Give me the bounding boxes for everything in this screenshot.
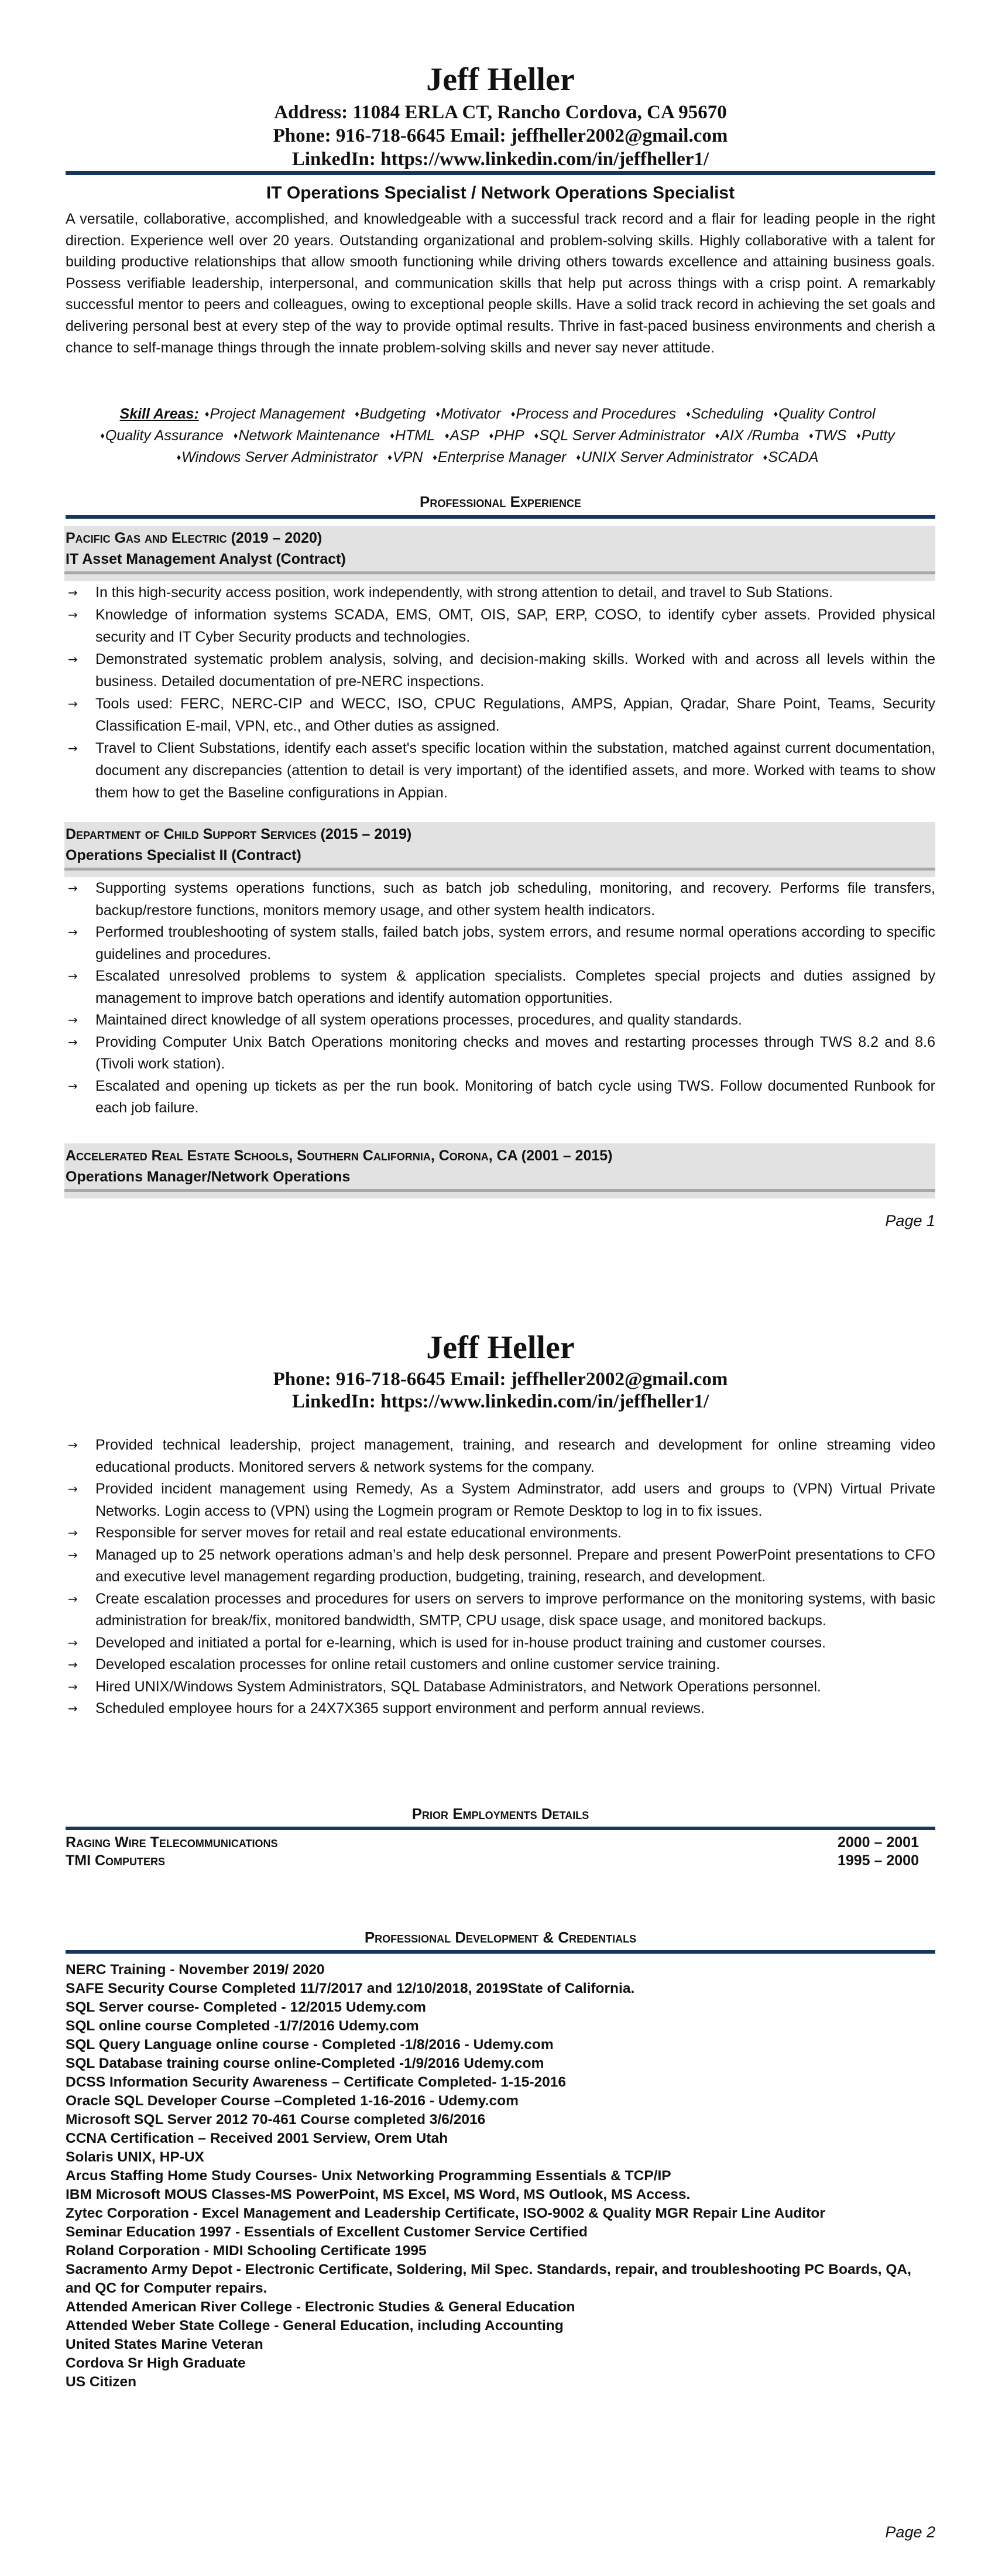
bullet-text: Providing Computer Unix Batch Operations monitoring checks and moves and restarting processes through TWS 8.2 and 8.6 (Tivoli work station). [95,1033,935,1072]
job-divider [64,1189,935,1192]
bullet-item [66,1588,935,1632]
bullet-item [66,604,935,648]
credential-item: Attended Weber State College - General Education, including Accounting [66,2318,564,2334]
credential-item: United States Marine Veteran [66,2337,263,2352]
credential-item: Solaris UNIX, HP-UX [66,2149,204,2165]
credential-item: Seminar Education 1997 - Essentials of Excellent Customer Service Certified [66,2224,588,2240]
bullet-item [66,1032,935,1075]
skill-areas [66,403,935,468]
credential-item: SQL Query Language online course - Completed -1/8/2016 - Udemy.com [66,2037,554,2053]
bullet-text: Managed up to 25 network operations adman’s and help desk personnel. Prepare and present PowerPoint presentations to CFO and executive level management regarding production, budgeting, training, research, and development. [95,1546,935,1585]
job-header [64,526,935,581]
experience-heading: Professional Experience [420,493,581,511]
bullet-text: Responsible for server moves for retail and real estate educational environments. [95,1525,622,1541]
prior-employments [66,1834,935,1870]
job-company: Pacific Gas and Electric (2019 – 2020) [66,530,322,546]
credentials-divider [66,1950,935,1954]
job-role: IT Asset Management Analyst (Contract) [66,551,346,567]
bullet-text: Developed and initiated a portal for e-learning, which is used for in-house product training and customer courses. [95,1634,826,1651]
credential-item: US Citizen [66,2374,137,2390]
skill-item: ♦ SQL Server Administrator [534,427,705,444]
skill-item: ♦ TWS [809,427,846,444]
bullet-item [66,1478,935,1522]
credential-item: CCNA Certification – Received 2001 Serview, Orem Utah [66,2130,448,2146]
skill-item: ♦ Motivator [435,406,500,422]
skill-item: ♦ Network Maintenance [234,427,380,444]
arrow-bullet-icon: → [68,1547,78,1562]
arrow-bullet-icon: → [68,1701,78,1715]
credential-item: Microsoft SQL Server 2012 70-461 Course completed 3/6/2016 [66,2112,486,2128]
skill-item: ♦ AIX /Rumba [715,427,799,444]
skill-item: ♦ PHP [489,427,524,444]
arrow-bullet-icon: → [68,1013,78,1027]
skill-item: ♦ Quality Control [773,406,875,422]
bullet-text: Developed escalation processes for online retail customers and online customer service training. [95,1656,720,1673]
arrow-bullet-icon: → [68,1657,78,1671]
skill-item: ♦ Project Management [205,406,345,422]
bullet-item [66,1434,935,1478]
arrow-bullet-icon: → [68,608,78,622]
arrow-bullet-icon: → [68,697,78,711]
resume-name: Jeff Heller [426,61,575,98]
bullet-item [66,581,935,604]
bullet-item [66,737,935,804]
summary: A versatile, collaborative, accomplished, and knowledgeable with a successful track record and a flair for leading people in the right direction. Experience well over 20 years. Outstanding organizational and problem-solving skills. Highly collaborative with a talent for building productive relationships that allow smooth functioning while driving others towards excellence and attaining business goals. Possess verifiable leadership, interpersonal, and communication skills that help put across things with a crisp point. A remarkably successful mentor to peers and colleagues, owing to exceptional people skills. Have a solid track record in achieving the set goals and delivering personal best at every step of the way to provide optimal results. Thrive in fast-paced business environments and cherish a chance to self-manage things through the innate problem-solving skills and never say never attitude. [66,211,935,356]
bullet-text: Knowledge of information systems SCADA, EMS, OMT, OIS, SAP, ERP, COSO, to identify cyber assets. Provided physical security and IT Cyber Security products and technologies. [95,607,935,645]
prior-company: Raging Wire Telecommunications [66,1834,278,1851]
credential-item: Sacramento Army Depot - Electronic Certificate, Soldering, Mil Spec. Standards, repair, and troubleshooting PC Boards, QA, and QC for Computer repairs. [66,2262,911,2296]
bullet-text: Demonstrated systematic problem analysis, solving, and decision-making skills. Worked with and across all levels within the business. Detailed documentation of pre-NERC inspections. [95,651,935,690]
job-role: Operations Specialist II (Contract) [66,847,301,864]
prior-years: 2000 – 2001 [837,1834,919,1851]
bullet-item [66,922,935,965]
bullet-item [66,965,935,1009]
job-divider [64,571,935,574]
credential-item: NERC Training - November 2019/ 2020 [66,1962,325,1978]
bullet-item [66,648,935,693]
credential-item: SAFE Security Course Completed 11/7/2017 and 12/10/2018, 2019State of California. [66,1981,635,1996]
arrow-bullet-icon: → [68,652,78,666]
skill-areas-label: Skill Areas: [119,406,199,422]
prior-divider [66,1827,935,1830]
arrow-bullet-icon: → [68,1438,78,1452]
skill-item: ♦ SCADA [763,449,819,465]
job-divider [64,868,935,871]
arrow-bullet-icon: → [68,1482,78,1496]
credential-item: SQL Database training course online-Completed -1/9/2016 Udemy.com [66,2056,544,2071]
experience-divider [66,515,935,519]
bullet-text: Supporting systems operations functions, such as batch job scheduling, monitoring, and recovery. Performs file transfers, backup/restore functions, monitors memory usage, and other system health indicators. [95,880,935,919]
skill-item: ♦ HTML [390,427,435,444]
skill-item: ♦ Budgeting [355,406,426,422]
bullet-text: Provided incident management using Remedy, As a System Adminstrator, add users and groups to (VPN) Virtual Private Networks. Login access to (VPN) using the Logmein program or Remote Desktop to log in to fix issues. [95,1481,935,1519]
bullet-item [66,1632,935,1654]
credential-item: DCSS Information Security Awareness – Certificate Completed- 1-15-2016 [66,2074,567,2090]
arrow-bullet-icon: → [68,881,78,895]
bullet-item [66,1544,935,1588]
skill-item: ♦ UNIX Server Administrator [576,449,753,465]
bullet-text: Maintained direct knowledge of all system operations processes, procedures, and quality standards. [95,1012,742,1028]
credential-item: Cordova Sr High Graduate [66,2355,246,2371]
job-bullets [66,1434,935,1720]
bullet-text: Provided technical leadership, project management, training, and research and development for online streaming video educational products. Monitored servers & network systems for the company. [95,1437,935,1475]
phone-email: Phone: 916-718-6645 Email: jeffheller2002@gmail.com [273,1369,728,1390]
skill-item: ♦ Scheduling [686,406,763,422]
arrow-bullet-icon: → [68,741,78,755]
bullet-item [66,1698,935,1720]
job-bullets [66,581,935,804]
credential-item: Arcus Staffing Home Study Courses- Unix Networking Programming Essentials & TCP/IP [66,2168,671,2184]
credential-item: Attended American River College - Electronic Studies & General Education [66,2299,575,2315]
prior-years: 1995 – 2000 [837,1852,919,1869]
arrow-bullet-icon: → [68,1034,78,1049]
bullet-item [66,1009,935,1032]
arrow-bullet-icon: → [68,969,78,983]
job-header [64,822,935,877]
job-bullets [66,878,935,1119]
bullet-item [66,878,935,922]
job-company: Accelerated Real Estate Schools, Southern California, Corona, CA (2001 – 2015) [66,1147,613,1164]
credential-item: IBM Microsoft MOUS Classes-MS PowerPoint, MS Excel, MS Word, MS Outlook, MS Access. [66,2187,691,2202]
skill-item: ♦ Quality Assurance [100,427,224,444]
skill-item: ♦ VPN [387,449,423,465]
arrow-bullet-icon: → [68,925,78,939]
bullet-text: In this high-security access position, work independently, with strong attention to detail, and travel to Sub Stations. [95,584,833,601]
resume-name: Jeff Heller [426,1330,575,1366]
bullet-text: Scheduled employee hours for a 24X7X365 support environment and perform annual reviews. [95,1700,705,1717]
skill-item: ♦ Windows Server Administrator [177,449,378,465]
credential-item: Oracle SQL Developer Course –Completed 1-16-2016 - Udemy.com [66,2093,519,2109]
bullet-item [66,1075,935,1119]
job-header [64,1143,935,1198]
arrow-bullet-icon: → [68,1078,78,1093]
arrow-bullet-icon: → [68,585,78,600]
skill-item: ♦ Process and Procedures [511,406,676,422]
bullet-item [66,693,935,737]
linkedin: LinkedIn: https://www.linkedin.com/in/jeffheller1/ [291,149,709,170]
page-number: Page 1 [885,1212,935,1229]
arrow-bullet-icon: → [68,1526,78,1540]
credentials-list [66,1961,935,2392]
page-number: Page 2 [885,2523,935,2541]
phone-email: Phone: 916-718-6645 Email: jeffheller2002@gmail.com [273,125,728,146]
bullet-item [66,1676,935,1698]
bullet-text: Travel to Client Substations, identify each asset's specific location within the substation, matched against current documentation, document any discrepancies (attention to detail is very important) of the identified assets, and more. Worked with teams to show them how to get the Baseline configurations in Appian. [95,740,935,801]
prior-employment-row [66,1852,935,1870]
address: Address: 11084 ERLA CT, Rancho Cordova, CA 95670 [274,102,727,123]
bullet-text: Escalated and opening up tickets as per the run book. Monitoring of batch cycle using TWS. Follow documented Runbook for each job failure. [95,1077,935,1116]
bullet-text: Create escalation processes and procedures for users on servers to improve performance on the monitoring systems, with basic administration for break/fix, monitored bandwidth, SMTP, CPU usage, disk space usage, and monitored backups. [95,1590,935,1629]
header-divider [66,171,935,175]
bullet-item [66,1654,935,1676]
prior-employment-row [66,1834,935,1852]
prior-company: TMI Computers [66,1852,166,1869]
credential-item: SQL online course Completed -1/7/2016 Udemy.com [66,2018,419,2034]
arrow-bullet-icon: → [68,1591,78,1606]
bullet-item [66,1522,935,1544]
credential-item: SQL Server course- Completed - 12/2015 Udemy.com [66,1999,426,2015]
job-role: Operations Manager/Network Operations [66,1169,351,1185]
bullet-text: Escalated unresolved problems to system & application specialists. Completes special projects and duties assigned by management to improve batch operations and identify automation opportunities. [95,968,935,1006]
credential-item: Roland Corporation - MIDI Schooling Certificate 1995 [66,2243,427,2259]
linkedin: LinkedIn: https://www.linkedin.com/in/jeffheller1/ [291,1391,709,1412]
skill-item: ♦ Putty [856,427,895,444]
bullet-text: Performed troubleshooting of system stalls, failed batch jobs, system errors, and resume normal operations according to specific guidelines and procedures. [95,924,935,962]
skill-item: ♦ Enterprise Manager [433,449,566,465]
bullet-text: Hired UNIX/Windows System Administrators, SQL Database Administrators, and Network Operations personnel. [95,1678,821,1695]
skill-item: ♦ ASP [445,427,479,444]
arrow-bullet-icon: → [68,1635,78,1650]
prior-employments-heading: Prior Employments Details [411,1805,589,1823]
credentials-heading: Professional Development & Credentials [364,1928,637,1946]
credential-item: Zytec Corporation - Excel Management and Leadership Certificate, ISO-9002 & Quality MGR Repair Line Auditor [66,2205,825,2221]
arrow-bullet-icon: → [68,1679,78,1694]
bullet-text: Tools used: FERC, NERC-CIP and WECC, ISO, CPUC Regulations, AMPS, Appian, Qradar, Share Point, Teams, Security Classification E-mail, VPN, etc., and Other duties as assigned. [95,696,935,734]
professional-title: IT Operations Specialist / Network Operations Specialist [266,183,735,203]
job-company: Department of Child Support Services (2015 – 2019) [66,826,412,842]
